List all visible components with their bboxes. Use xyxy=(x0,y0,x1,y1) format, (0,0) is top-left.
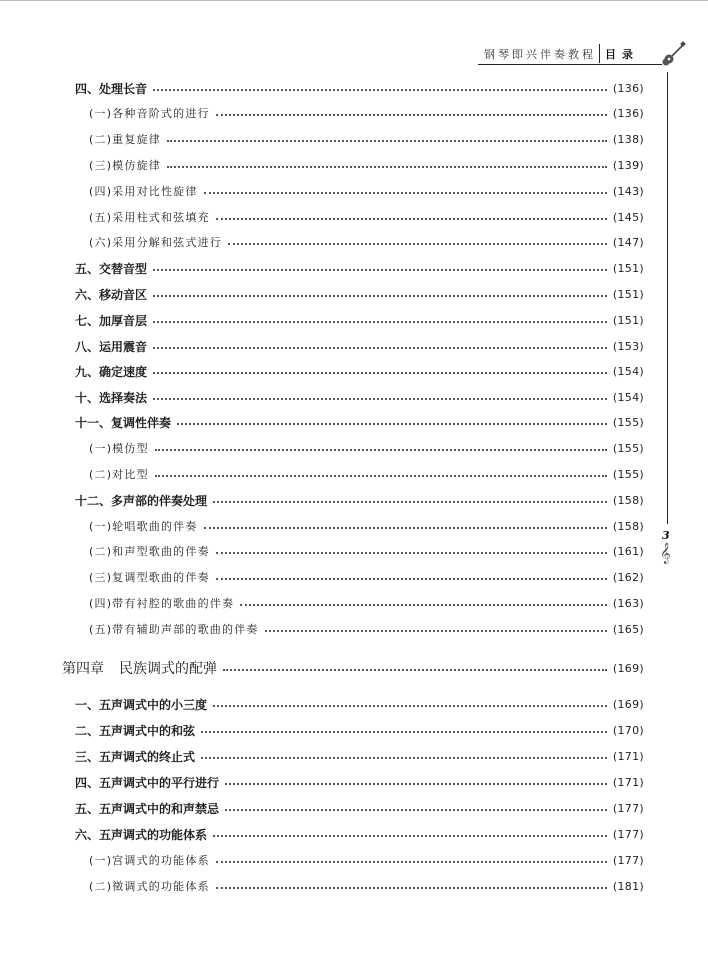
entry-page-number: (170) xyxy=(612,723,644,737)
toc-entry xyxy=(89,593,644,613)
entry-title: 四、处理长音 xyxy=(75,81,148,96)
entry-title: (二)和声型歌曲的伴奏 xyxy=(89,545,210,558)
entry-page-number: (145) xyxy=(612,210,644,224)
entry-page-number: (151) xyxy=(612,313,644,327)
toc-entry xyxy=(89,103,644,123)
entry-title: (一)宫调式的功能体系 xyxy=(89,854,210,867)
dot-leader xyxy=(213,705,607,707)
entry-title: (五)采用柱式和弦填充 xyxy=(89,211,210,224)
entry-title: (一)模仿型 xyxy=(89,442,149,455)
entry-page-number: (177) xyxy=(612,853,644,867)
toc-entry xyxy=(75,361,644,381)
toc-entry xyxy=(89,850,644,870)
dot-leader xyxy=(204,192,607,194)
toc-entry xyxy=(75,336,644,356)
entry-page-number: (153) xyxy=(612,339,644,353)
entry-title: (四)采用对比性旋律 xyxy=(89,185,198,198)
dot-leader xyxy=(216,887,607,889)
entry-page-number: (161) xyxy=(612,544,644,558)
entry-page-number: (143) xyxy=(612,184,644,198)
dot-leader xyxy=(213,501,607,503)
entry-page-number: (155) xyxy=(612,467,644,481)
entry-title: 六、五声调式的功能体系 xyxy=(75,827,208,842)
toc-entry xyxy=(75,746,644,766)
chapter-number: 第四章 xyxy=(62,661,104,677)
entry-page-number: (171) xyxy=(612,775,644,789)
entry-title: 八、运用震音 xyxy=(75,339,148,354)
entry-page-number: (151) xyxy=(612,261,644,275)
toc-entry xyxy=(89,464,644,484)
dot-leader xyxy=(155,449,607,451)
dot-leader xyxy=(223,669,607,671)
dot-leader xyxy=(216,114,607,116)
entry-title: 十一、复调性伴奏 xyxy=(75,415,172,430)
dot-leader xyxy=(204,527,607,529)
entry-title: 一、五声调式中的小三度 xyxy=(75,697,208,712)
toc-entry xyxy=(89,876,644,896)
entry-page-number: (169) xyxy=(612,697,644,711)
entry-title: (三)模仿旋律 xyxy=(89,159,161,172)
toc-entry xyxy=(75,772,644,792)
dot-leader xyxy=(153,89,607,91)
toc-entry xyxy=(89,541,644,561)
dot-leader xyxy=(213,835,607,837)
toc-entry xyxy=(75,490,644,510)
entry-title: (二)对比型 xyxy=(89,468,149,481)
entry-page-number: (136) xyxy=(612,81,644,95)
entry-page-number: (136) xyxy=(612,106,644,120)
entry-title: 民族调式的配弹 xyxy=(119,661,217,677)
toc-entry xyxy=(89,232,644,252)
dot-leader xyxy=(225,783,607,785)
book-title: 钢琴即兴伴奏教程 xyxy=(484,48,596,61)
entry-page-number: (151) xyxy=(612,287,644,301)
entry-title: 四、五声调式中的平行进行 xyxy=(75,775,220,790)
toc-entry xyxy=(89,155,644,175)
dot-leader xyxy=(153,295,607,297)
section-title: 目录 xyxy=(605,48,639,61)
entry-title: (五)带有辅助声部的歌曲的伴奏 xyxy=(89,623,259,636)
toc-entry xyxy=(89,207,644,227)
toc-entry xyxy=(75,412,644,432)
dot-leader xyxy=(153,269,607,271)
dot-leader xyxy=(216,578,607,580)
dot-leader xyxy=(225,809,607,811)
entry-page-number: (139) xyxy=(612,158,644,172)
toc-entry xyxy=(89,567,644,587)
entry-page-number: (154) xyxy=(612,390,644,404)
entry-page-number: (169) xyxy=(612,661,644,675)
dot-leader xyxy=(153,347,607,349)
dot-leader xyxy=(155,475,607,477)
toc-entry xyxy=(75,694,644,714)
entry-page-number: (154) xyxy=(612,364,644,378)
dot-leader xyxy=(167,166,607,168)
entry-title: (二)重复旋律 xyxy=(89,133,161,146)
toc-entry xyxy=(89,181,644,201)
page-number: 3 xyxy=(662,529,670,542)
entry-page-number: (177) xyxy=(612,827,644,841)
dot-leader xyxy=(167,140,607,142)
entry-page-number: (163) xyxy=(612,596,644,610)
entry-page-number: (147) xyxy=(612,235,644,249)
dot-leader xyxy=(201,731,607,733)
dot-leader xyxy=(240,604,607,606)
entry-page-number: (158) xyxy=(612,493,644,507)
entry-page-number: (158) xyxy=(612,519,644,533)
entry-page-number: (162) xyxy=(612,570,644,584)
entry-page-number: (138) xyxy=(612,132,644,146)
entry-title: (二)徵调式的功能体系 xyxy=(89,880,210,893)
entry-page-number: (177) xyxy=(612,801,644,815)
toc-entry xyxy=(75,310,644,330)
entry-title: (六)采用分解和弦式进行 xyxy=(89,236,222,249)
toc-entry xyxy=(75,78,644,98)
entry-page-number: (181) xyxy=(612,879,644,893)
toc-entry xyxy=(75,284,644,304)
dot-leader xyxy=(153,321,607,323)
entry-title: 十二、多声部的伴奏处理 xyxy=(75,493,208,508)
entry-title: 九、确定速度 xyxy=(75,364,148,379)
entry-title: 七、加厚音层 xyxy=(75,313,148,328)
entry-title: 三、五声调式的终止式 xyxy=(75,749,196,764)
dot-leader xyxy=(265,630,607,632)
toc-entry xyxy=(89,619,644,639)
dot-leader xyxy=(153,372,607,374)
entry-title: (一)各种音阶式的进行 xyxy=(89,107,210,120)
toc-entry xyxy=(89,438,644,458)
toc-entry xyxy=(89,129,644,149)
toc-entry xyxy=(89,516,644,536)
entry-page-number: (155) xyxy=(612,441,644,455)
toc-chapter-entry xyxy=(62,658,644,678)
entry-title: (三)复调型歌曲的伴奏 xyxy=(89,571,210,584)
entry-page-number: (171) xyxy=(612,749,644,763)
dot-leader xyxy=(153,398,607,400)
dot-leader xyxy=(228,243,607,245)
dot-leader xyxy=(216,218,607,220)
entry-page-number: (155) xyxy=(612,415,644,429)
dot-leader xyxy=(201,757,607,759)
toc-entry xyxy=(75,387,644,407)
entry-title: 十、选择奏法 xyxy=(75,390,148,405)
toc-entry xyxy=(75,258,644,278)
treble-clef-icon: 𝄞 xyxy=(660,543,671,564)
entry-page-number: (165) xyxy=(612,622,644,636)
entry-title: 五、五声调式中的和声禁忌 xyxy=(75,801,220,816)
entry-title: (一)轮唱歌曲的伴奏 xyxy=(89,520,198,533)
dot-leader xyxy=(216,861,607,863)
toc-entry xyxy=(75,798,644,818)
toc-entry xyxy=(75,824,644,844)
dot-leader xyxy=(216,552,607,554)
toc-entry xyxy=(75,720,644,740)
entry-title: (四)带有衬腔的歌曲的伴奏 xyxy=(89,597,235,610)
entry-title: 五、交替音型 xyxy=(75,261,148,276)
entry-title: 六、移动音区 xyxy=(75,287,148,302)
dot-leader xyxy=(177,423,607,425)
entry-title: 二、五声调式中的和弦 xyxy=(75,723,196,738)
